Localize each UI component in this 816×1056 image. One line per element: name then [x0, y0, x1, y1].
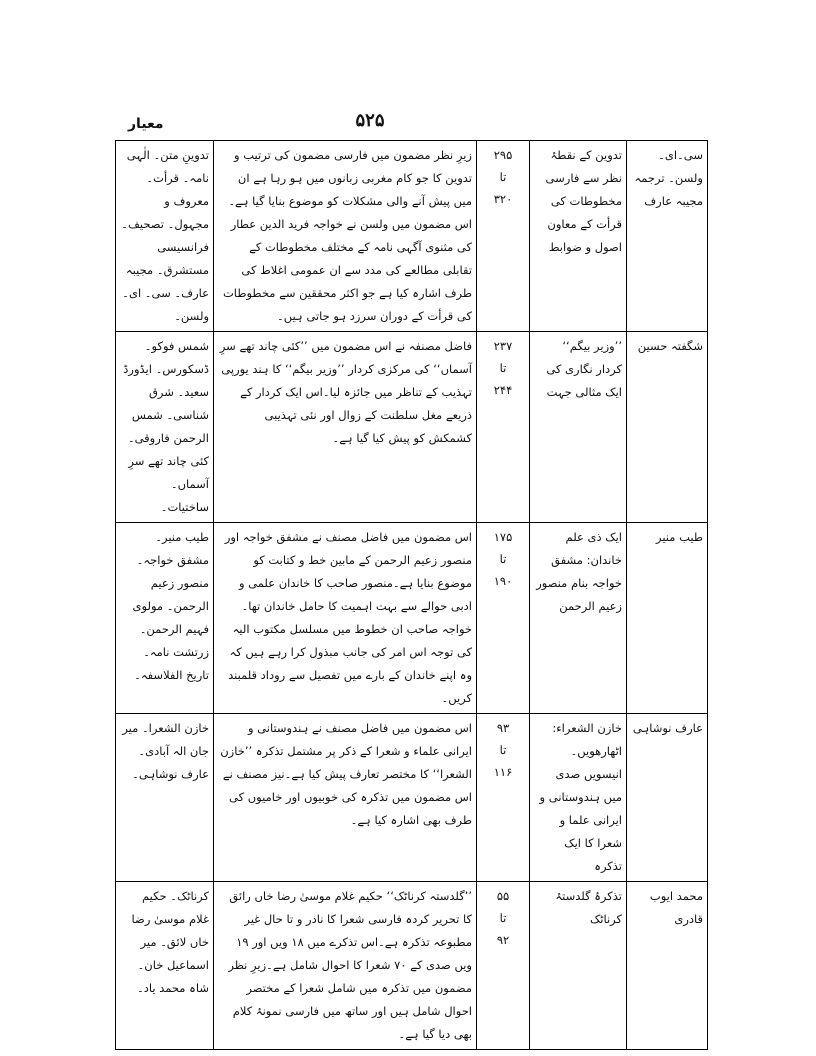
page-to-word: تا	[499, 361, 507, 375]
page-to-word: تا	[499, 170, 507, 184]
page-to-word: تا	[499, 743, 507, 757]
summary-cell: ’’گلدستہ کرناٹک‘‘ حکیم غلام موسیٰ رضا خاں رائق کا تحریر کردہ فارسی شعرا کا نادر و تا حال غیر مطبوعہ تذکرہ ہے۔اس تذکرے میں ۱۸ ویں اور ۱۹ ویں صدی کے ۷۰ شعرا کا احوال شامل ہے۔زیرِ نظر مضمون میں تذکرہ میں شامل شعرا کے مختصر احوال شامل ہیں اور ساتھ میں فارسی نمونۂ کلام بھی دیا گیا ہے۔	[214, 882, 477, 1050]
page-number: ۵۲۵	[355, 110, 385, 131]
title-cell: تذکرۂ گلدستۂ کرناٹک	[530, 882, 627, 1050]
table-row	[116, 714, 708, 882]
author-cell: عارف نوشاہی	[627, 714, 708, 882]
author-cell: سی۔ای۔ولسن۔ ترجمہ مجیبہ عارف	[627, 141, 708, 332]
title-cell: تدوین کے نقطۂ نظر سے فارسی مخطوطات کی قرأت کے معاون اصول و ضوابط	[530, 141, 627, 332]
page-from: ۹۳	[496, 721, 510, 735]
page-from: ۲۳۷	[493, 339, 513, 353]
page-to: ۲۴۴	[493, 383, 513, 397]
pages-cell	[477, 332, 530, 523]
table-row	[116, 523, 708, 714]
page-to: ۱۹۰	[493, 574, 513, 588]
title-cell: خازن الشعراء: اٹھارھویں۔ انیسویں صدی میں ہندوستانی و ایرانی علما و شعرا کا ایک تذکرہ	[530, 714, 627, 882]
table-row	[116, 332, 708, 523]
page-from: ۵۵	[496, 889, 510, 903]
pages-cell	[477, 523, 530, 714]
page-to-word: تا	[499, 552, 507, 566]
pages-cell	[477, 141, 530, 332]
keywords-cell: تدوینِ متن۔ الٰہی نامہ۔ قرأت۔ معروف و مجہول۔ تصحیف۔ فرانسیسی مستشرق۔ مجیبہ عارف۔ سی۔ ای۔ ولسن۔	[116, 141, 214, 332]
journal-name: معیار	[128, 116, 164, 132]
title-cell: ایک ذی علم خاندان: مشفق خواجہ بنام منصور زعیم الرحمن	[530, 523, 627, 714]
keywords-cell: کرناٹک۔ حکیم غلام موسیٰ رضا خاں لائق۔ میر اسماعیل خان۔ شاہ محمد یاد۔	[116, 882, 214, 1050]
page-to: ۳۲۰	[493, 192, 513, 206]
table-row	[116, 141, 708, 332]
summary-cell: فاضل مصنفہ نے اس مضمون میں ’’کئی چاند تھے سرِ آسماں‘‘ کی مرکزی کردار ’’وزیر بیگم‘‘ کا ہند یورپی تہذیب کے تناظر میں جائزہ لیا۔اس ایک کردار کے ذریعے مغل سلطنت کے زوال اور نئی تہذیبی کشمکش کو پیش کیا گیا ہے۔	[214, 332, 477, 523]
page-to: ۱۱۶	[493, 765, 513, 779]
page-from: ۲۹۵	[493, 148, 513, 162]
keywords-cell: شمس فوکو۔ ڈسکورس۔ ایڈورڈ سعید۔ شرق شناسی۔ شمس الرحمن فاروقی۔ کئی چاند تھے سرِ آسماں۔ ساختیات۔	[116, 332, 214, 523]
summary-cell: زیرِ نظر مضمون میں فارسی مضمون کی ترتیب و تدوین کا جو کام مغربی زبانوں میں ہو رہا ہے ان میں پیش آنے والی مشکلات کو موضوع بنایا گیا ہے۔اس مضمون میں ولسن نے خواجہ فرید الدین عطار کی مثنوی آگہی نامہ کے مختلف مخطوطات کے تقابلی مطالعے کی مدد سے ان عمومی اغلاط کی طرف اشارہ کیا ہے جو اکثر محققین سے مخطوطات کی قرأت کے دوران سرزد ہو جاتی ہیں۔	[214, 141, 477, 332]
keywords-cell: خازن الشعرا۔ میر جان الہ آبادی۔ عارف نوشاہی۔	[116, 714, 214, 882]
author-cell: محمد ایوب قادری	[627, 882, 708, 1050]
page-to: ۹۲	[496, 933, 510, 947]
article-index-table	[115, 140, 708, 1050]
page-from: ۱۷۵	[493, 530, 513, 544]
pages-cell	[477, 882, 530, 1050]
table-row	[116, 882, 708, 1050]
author-cell: طیب منیر	[627, 523, 708, 714]
title-cell: ’’وزیر بیگم‘‘ کردار نگاری کی ایک مثالی جہت	[530, 332, 627, 523]
page-to-word: تا	[499, 911, 507, 925]
pages-cell	[477, 714, 530, 882]
summary-cell: اس مضمون میں فاضل مصنف نے ہندوستانی و ایرانی علماء و شعرا کے ذکر پر مشتمل تذکرہ ’’خازن الشعرا‘‘ کا مختصر تعارف پیش کیا ہے۔نیز مصنف نے اس مضمون میں تذکرہ کی خوبیوں اور خامیوں کی طرف بھی اشارہ کیا ہے۔	[214, 714, 477, 882]
author-cell: شگفتہ حسین	[627, 332, 708, 523]
keywords-cell: طیب منیر۔ مشفق خواجہ۔ منصور زعیم الرحمن۔ مولوی فہیم الرحمن۔ زرتشت نامہ۔ تاریخ الفلاسفہ۔	[116, 523, 214, 714]
summary-cell: اس مضمون میں فاضل مصنف نے مشفق خواجہ اور منصور زعیم الرحمن کے مابین خط و کتابت کو موضوع بنایا ہے۔منصور صاحب کا خاندان علمی و ادبی حوالے سے بہت اہمیت کا حامل خاندان تھا۔خواجہ صاحب ان خطوط میں مسلسل مکتوب الیہ کی توجہ اس امر کی جانب مبذول کرا رہے ہیں کہ وہ اپنے خاندان کے بارے میں تفصیل سے روداد قلمبند کریں۔	[214, 523, 477, 714]
